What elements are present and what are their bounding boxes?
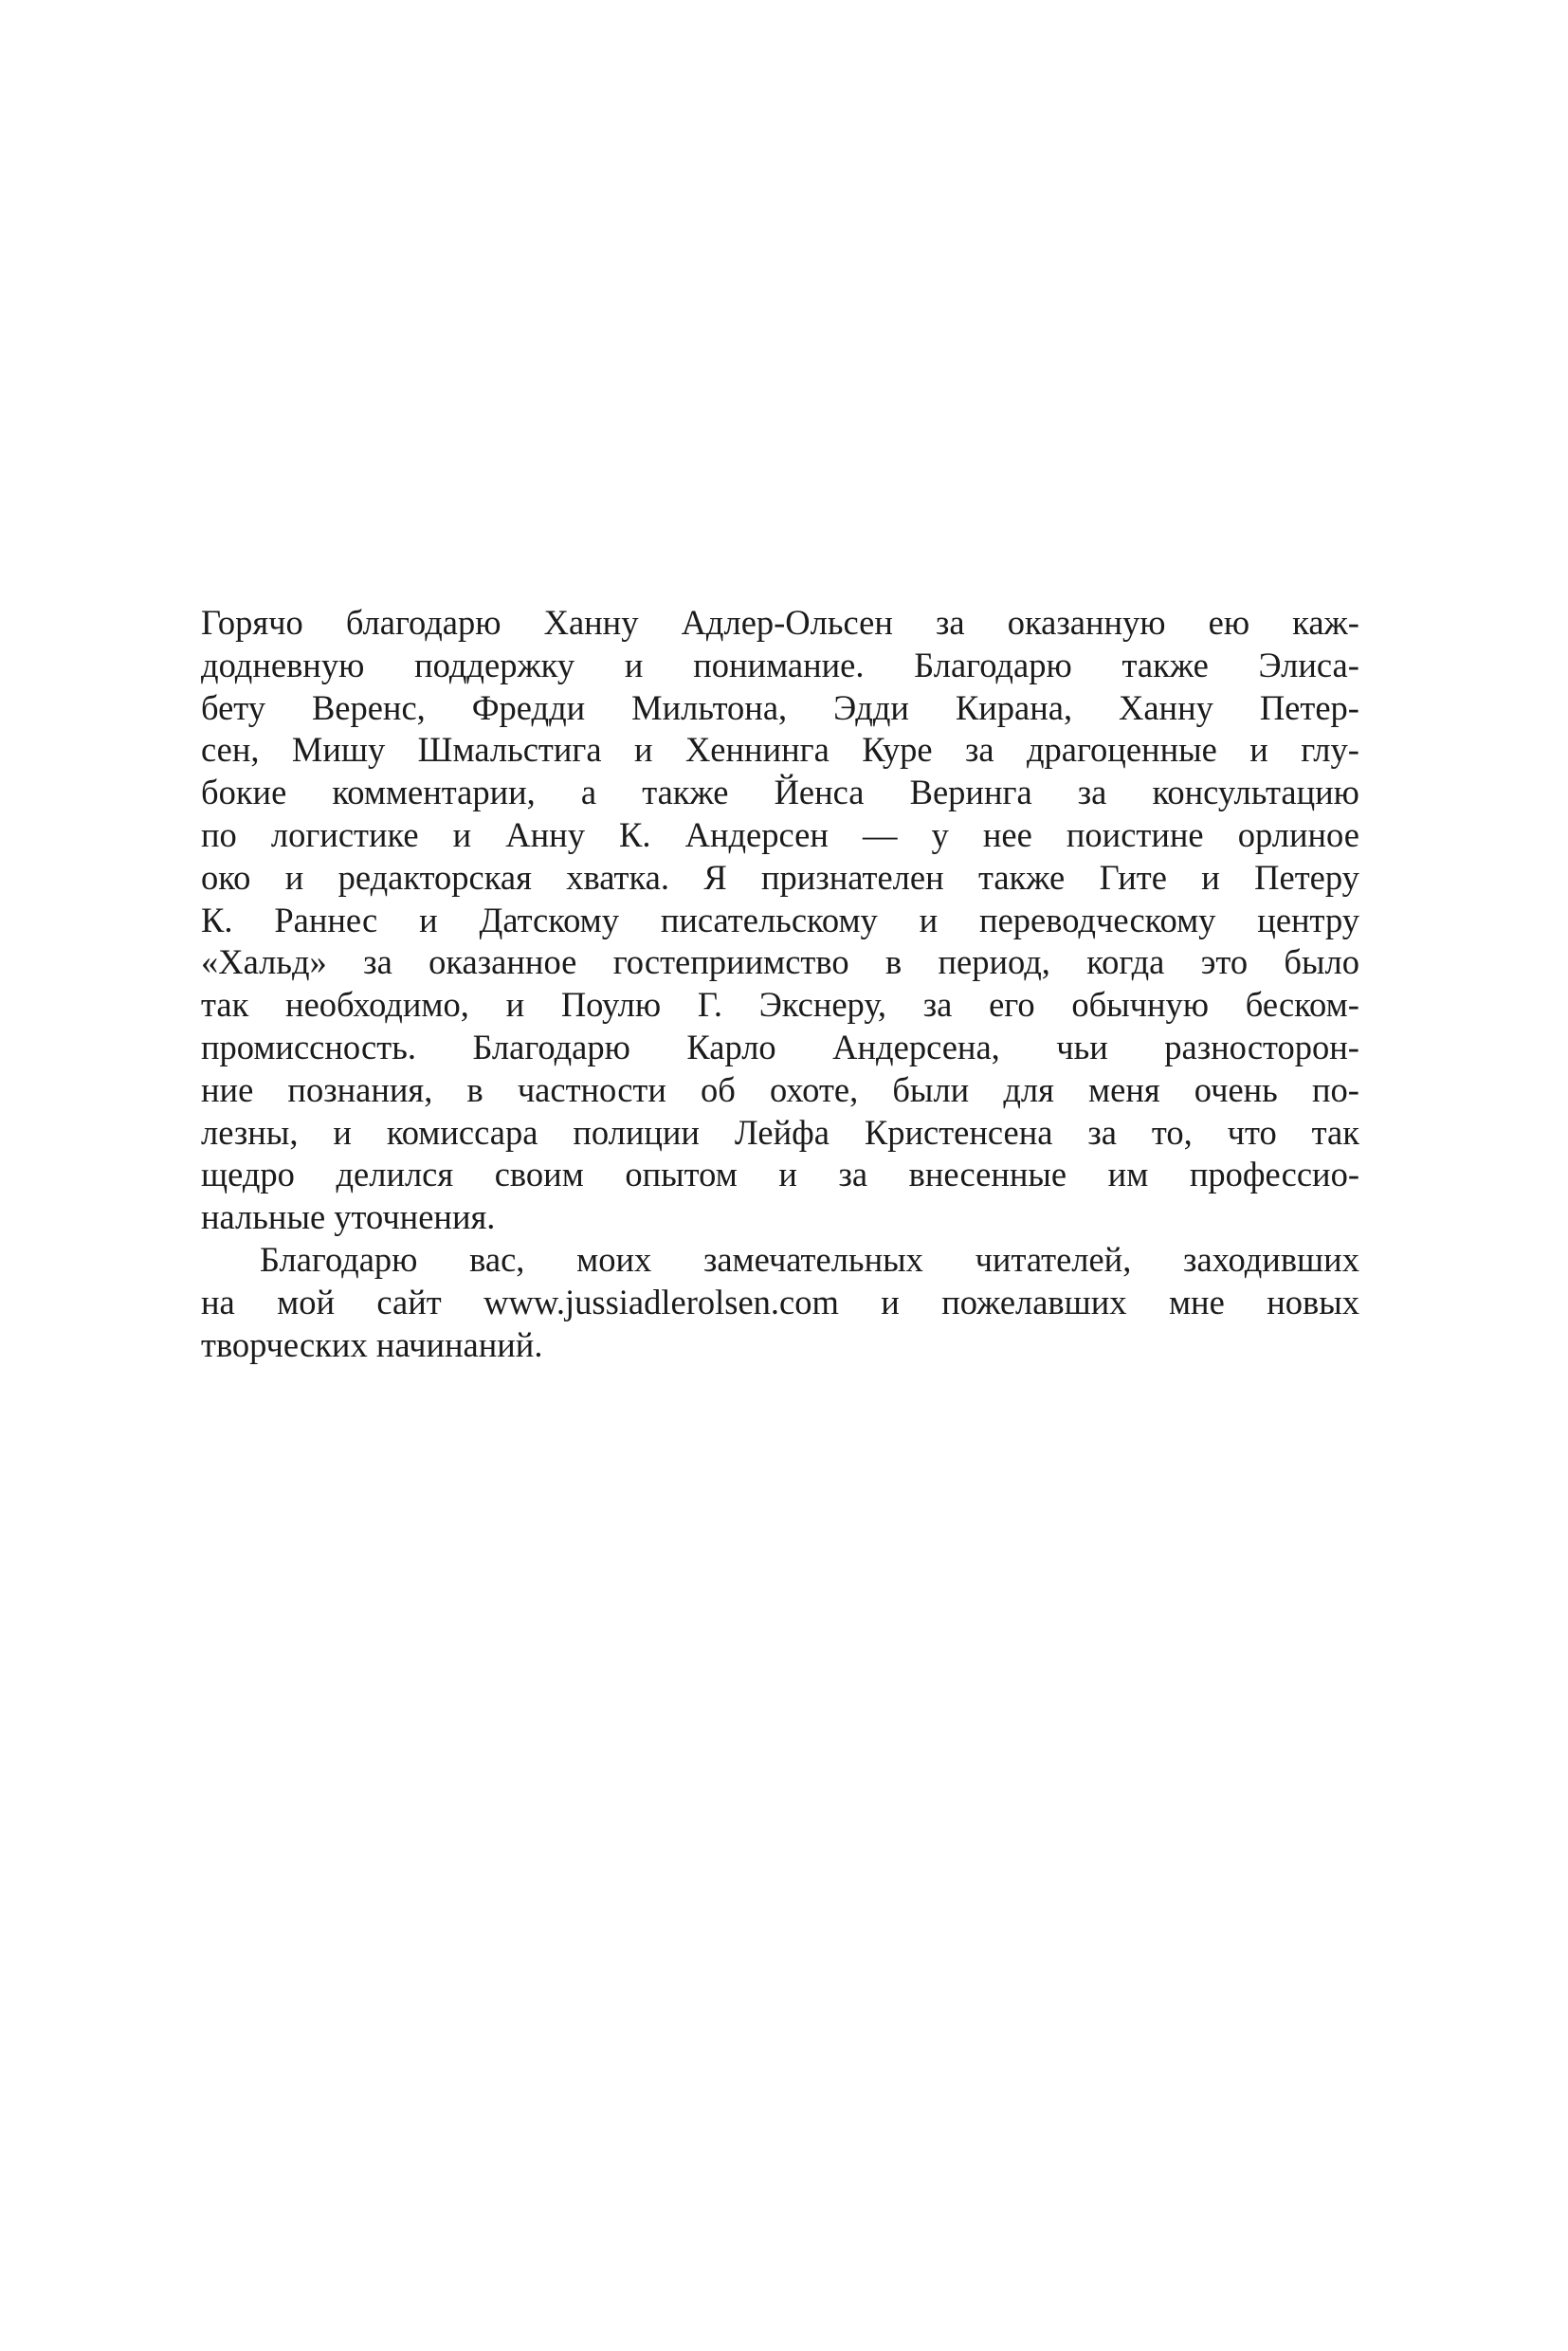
text-line: сен, Мишу Шмальстига и Хеннинга Куре за драгоценные и глу- bbox=[201, 730, 1359, 770]
text-line: Благодарю вас, моих замечательных читателей, заходивших bbox=[260, 1239, 1359, 1279]
text-line: нальные уточнения. bbox=[201, 1197, 496, 1237]
text-line: бету Веренс, Фредди Мильтона, Эдди Кирана, Ханну Петер- bbox=[201, 687, 1359, 727]
text-line: бокие комментарии, а также Йенса Веринга за консультацию bbox=[201, 773, 1359, 812]
paragraph-2 bbox=[201, 1239, 1359, 1366]
paragraph-1 bbox=[201, 602, 1359, 1239]
text-line: «Хальд» за оказанное гостеприимство в период, когда это было bbox=[201, 942, 1359, 982]
text-line: Горячо благодарю Ханну Адлер-Ольсен за оказанную ею каж- bbox=[201, 603, 1359, 642]
text-line: додневную поддержку и понимание. Благодарю также Элиса- bbox=[201, 645, 1359, 684]
text-line: творческих начинаний. bbox=[201, 1324, 543, 1364]
text-line: промиссность. Благодарю Карло Андерсена, чьи разносторон- bbox=[201, 1027, 1359, 1066]
text-line: по логистике и Анну К. Андерсен — у нее поистине орлиное bbox=[201, 814, 1359, 854]
text-line: К. Раннес и Датскому писательскому и переводческому центру bbox=[201, 900, 1359, 939]
acknowledgements-text bbox=[201, 602, 1359, 1366]
text-line: око и редакторская хватка. Я признателен также Гите и Петеру bbox=[201, 857, 1359, 897]
text-line: лезны, и комиссара полиции Лейфа Кристенсена за то, что так bbox=[201, 1112, 1359, 1152]
text-line: на мой сайт www.jussiadlerolsen.com и пожелавших мне новых bbox=[201, 1282, 1359, 1321]
text-line: ние познания, в частности об охоте, были для меня очень по- bbox=[201, 1069, 1359, 1109]
text-line: щедро делился своим опытом и за внесенные им профессио- bbox=[201, 1155, 1359, 1194]
text-line: так необходимо, и Поулю Г. Экснеру, за его обычную беском- bbox=[201, 985, 1359, 1025]
